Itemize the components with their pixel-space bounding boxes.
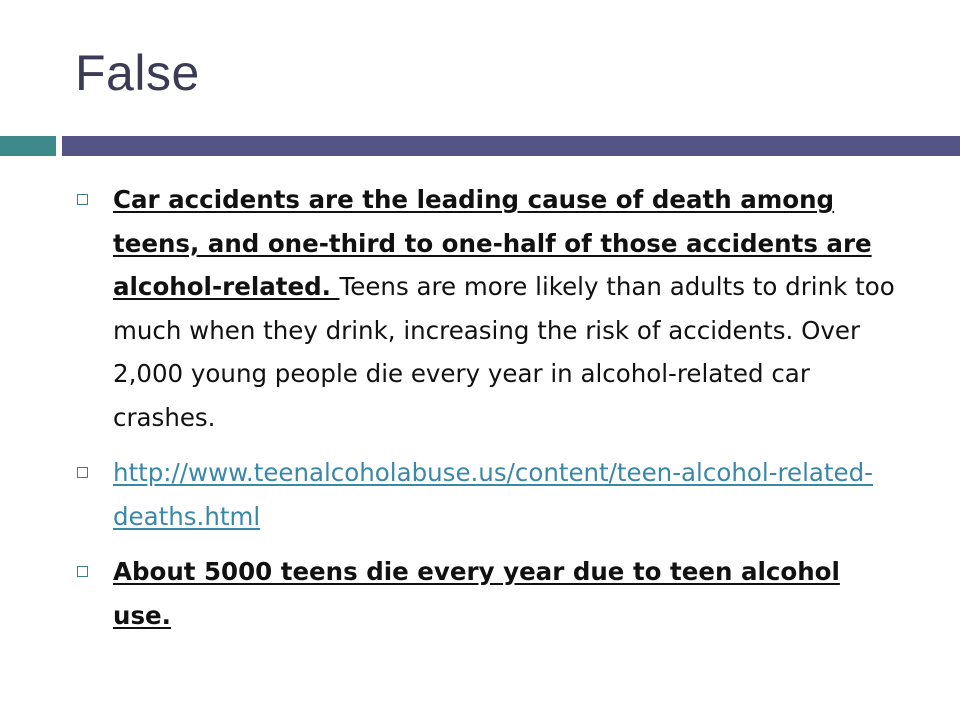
square-bullet-icon xyxy=(77,194,88,205)
bullet-emphasis-text: About 5000 teens die every year due to teen alcohol use. xyxy=(113,557,840,630)
bullet-item xyxy=(72,178,902,439)
bullet-body-text: Teens are more likely than adults to drink too much when they drink, increasing the risk of accidents. Over 2,000 young people die every year in alcohol-related car crashes. xyxy=(113,272,895,432)
bullet-emphasis-text: Car accidents are the leading cause of death among teens, and one-third to one-half of those accidents are alcohol-related. xyxy=(113,185,872,301)
accent-bar-purple xyxy=(62,136,960,156)
accent-bar-teal xyxy=(0,136,56,156)
bullet-item xyxy=(72,451,902,538)
bullet-item xyxy=(72,550,902,637)
slide-title: False xyxy=(75,45,200,101)
source-link[interactable]: http://www.teenalcoholabuse.us/content/teen-alcohol-related-deaths.html xyxy=(113,458,873,531)
bullet-list xyxy=(72,178,902,649)
square-bullet-icon xyxy=(77,566,88,577)
square-bullet-icon xyxy=(77,467,88,478)
